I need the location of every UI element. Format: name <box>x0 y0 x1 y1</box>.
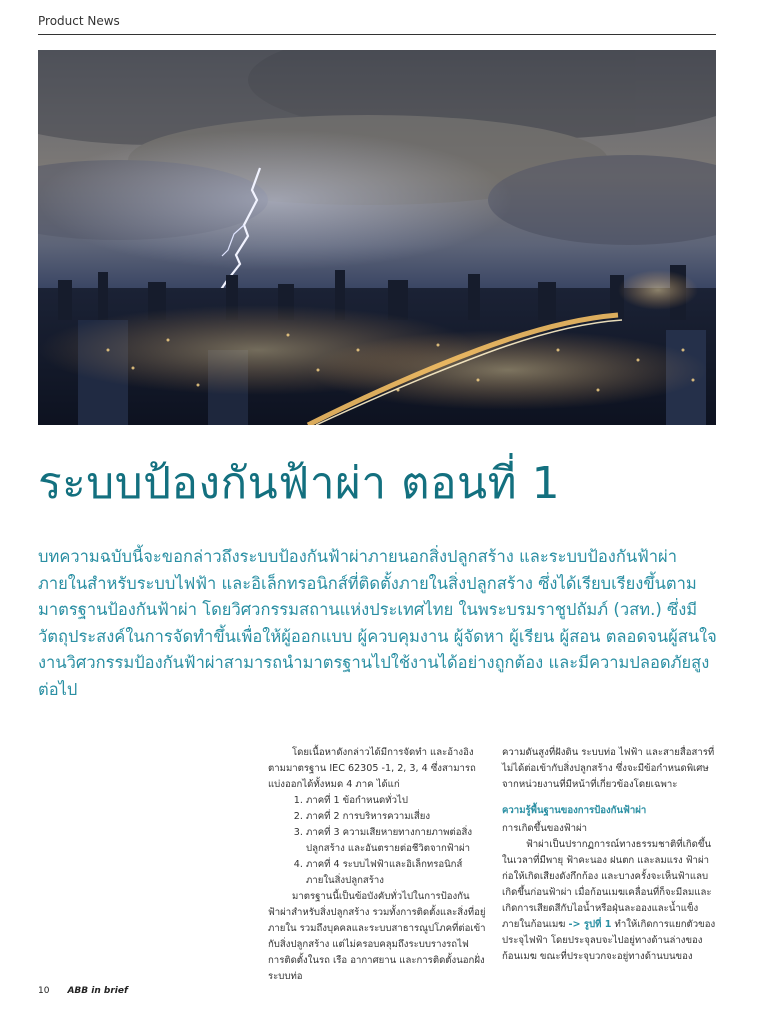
city-lights <box>618 270 698 310</box>
continued-paragraph: ความดันสูงที่ฝังดิน ระบบท่อ ไฟฟ้า และสายสื่อสารที่ไม่ได้ต่อเข้ากับสิ่งปลูกสร้าง ซึ่งจะมีข้อกำหนดพิเศษจากหน่วยงานที่มีหน้าที่เกี่ยวข้องโดยเฉพาะ <box>502 747 715 790</box>
body-paragraph <box>502 837 718 965</box>
body-text: ฟ้าผ่าเป็นปรากฏการณ์ทางธรรมชาติที่เกิดขึ้นในเวลาที่มีพายุ ฟ้าคะนอง ฝนตก และลมแรง ฟ้าผ่าก่อให้เกิดเสียงดังกึกก้อง และบางครั้งจะเห็นฟ้าแลบ เกิดขึ้นก่อนฟ้าผ่า เมื่อก้อนเมฆเคลื่อนที่ก็จะมีลมและเกิดการเสียดสีกับไอน้ำหรือฝุ่นละอองและน้ำแข็งภายในก้อนเมฆ <box>502 839 712 930</box>
figure-reference-link[interactable]: -> รูปที่ 1 <box>568 919 612 930</box>
article-column-left <box>268 745 488 985</box>
list-item: 4. ภาคที่ 4 ระบบไฟฟ้าและอิเล็กทรอนิกส์ภายในสิ่งปลูกสร้าง <box>306 857 488 889</box>
standard-parts-list <box>268 793 488 889</box>
section-subheading: ความรู้พื้นฐานของการป้องกันฟ้าผ่า <box>502 805 647 816</box>
minor-heading: การเกิดขึ้นของฟ้าผ่า <box>502 823 587 834</box>
intro-paragraph: โดยเนื้อหาดังกล่าวได้มีการจัดทำ และอ้างอิงตามมาตรฐาน IEC 62305 -1, 2, 3, 4 ซึ่งสามารถแบ่งออกได้ทั้งหมด 4 ภาค ได้แก่ <box>268 747 476 790</box>
article-column-right <box>502 745 718 965</box>
publication-name: ABB in brief <box>67 986 128 996</box>
page-number: 10 <box>38 986 50 996</box>
section-label: Product News <box>38 14 120 28</box>
article-title: ระบบป้องกันฟ้าผ่า ตอนที่ 1 <box>38 458 561 509</box>
article-lead: บทความฉบับนี้จะขอกล่าวถึงระบบป้องกันฟ้าผ่าภายนอกสิ่งปลูกสร้าง และระบบป้องกันฟ้าผ่าภายในสำหรับระบบไฟฟ้า และอิเล็กทรอนิกส์ที่ติดตั้งภายในสิ่งปลูกสร้าง ซึ่งได้เรียบเรียงขึ้นตามมาตรฐานป้องกันฟ้าผ่า โดยวิศวกรรมสถานแห่งประเทศไทย ในพระบรมราชูปถัมภ์ (วสท.) ซึ่งมีวัตถุประสงค์ในการจัดทำขึ้นเพื่อให้ผู้ออกแบบ ผู้ควบคุมงาน ผู้จัดหา ผู้เรียน ผู้สอน ตลอดจนผู้สนใจงานวิศวกรรมป้องกันฟ้าผ่าสามารถนำมาตรฐานไปใช้งานได้อย่างถูกต้อง และมีความปลอดภัยสูงต่อไป <box>38 547 717 699</box>
body-paragraph: มาตรฐานนี้เป็นข้อบังคับทั่วไปในการป้องกันฟ้าผ่าสำหรับสิ่งปลูกสร้าง รวมทั้งการติดตั้งและสิ่งที่อยู่ภายใน รวมถึงบุคคลและระบบสาธารณูปโภคที่ต่อเข้ากับสิ่งปลูกสร้าง แต่ไม่ครอบคลุมถึงระบบรางรถไฟ การติดตั้งในรถ เรือ อากาศยาน และการติดตั้งนอกฝั่ง ระบบท่อ <box>268 891 486 982</box>
page-footer <box>38 986 128 996</box>
lightning-city-photo <box>38 50 716 425</box>
photo-illustration <box>38 50 716 425</box>
header-divider <box>38 34 716 35</box>
list-item: 3. ภาคที่ 3 ความเสียหายทางกายภาพต่อสิ่งปลูกสร้าง และอันตรายต่อชีวิตจากฟ้าผ่า <box>306 825 488 857</box>
list-item: 2. ภาคที่ 2 การบริหารความเสี่ยง <box>306 809 488 825</box>
list-item: 1. ภาคที่ 1 ข้อกำหนดทั่วไป <box>306 793 488 809</box>
body-text: ทำให้เกิดการแยกตัวของประจุไฟฟ้า โดยประจุลบจะไปอยู่ทางด้านล่างของก้อนเมฆ ขณะที่ประจุบวกจะอยู่ทางด้านบนของ <box>502 919 716 962</box>
